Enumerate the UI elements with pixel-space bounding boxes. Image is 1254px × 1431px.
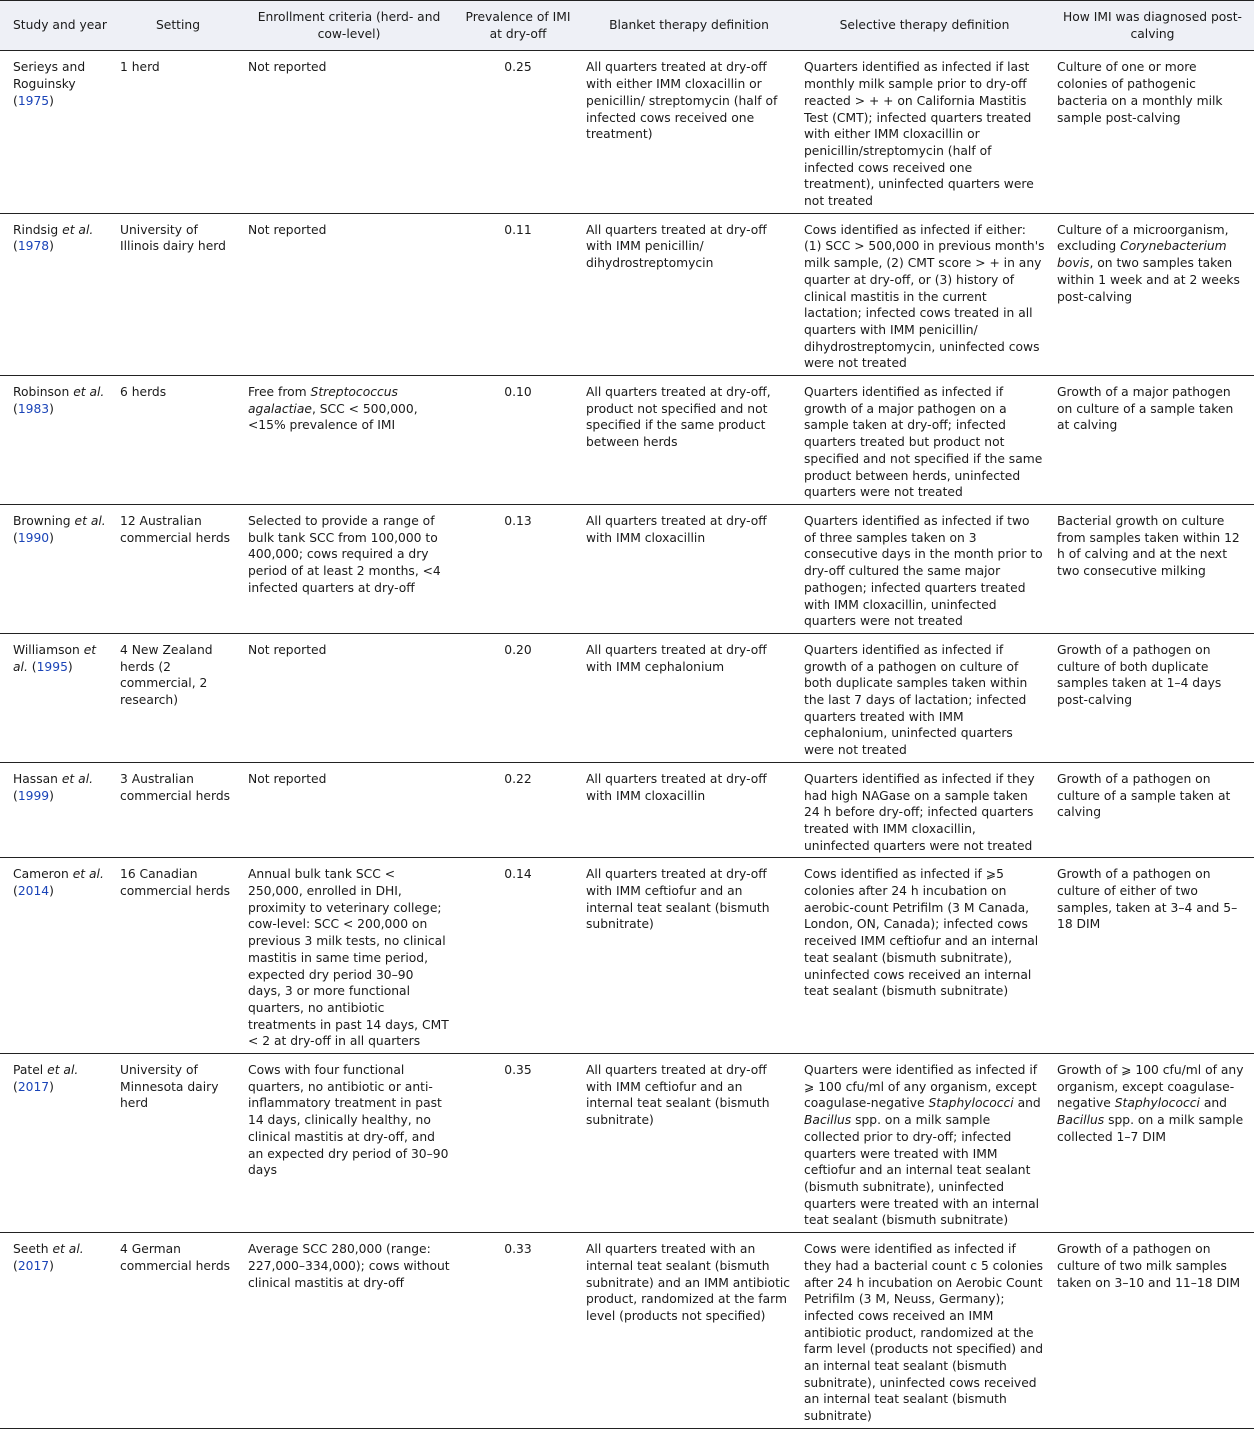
blanket-cell: All quarters treated at dry-off, product not specified and not specified if the same product between herds <box>580 376 798 505</box>
diagnosis-cell: Growth of a pathogen on culture of either of two samples, taken at 3–4 and 5–18 DIM <box>1051 858 1254 1054</box>
table-row <box>0 1233 1254 1429</box>
diagnosis-cell: Growth of a pathogen on culture of both duplicate samples taken at 1–4 days post-calving <box>1051 633 1254 762</box>
table-row <box>0 762 1254 858</box>
setting-cell: University of Minnesota dairy herd <box>114 1054 242 1233</box>
blanket-cell: All quarters treated at dry-off with IMM penicillin/ dihydrostreptomycin <box>580 213 798 375</box>
study-cell: Hassan et al. (1999) <box>0 762 114 858</box>
diagnosis-cell: Bacterial growth on culture from samples taken within 12 h of calving and at the next two consecutive milking <box>1051 504 1254 633</box>
study-cell: Cameron et al. (2014) <box>0 858 114 1054</box>
study-author: Hassan <box>13 771 58 786</box>
enrollment-cell: Not reported <box>242 213 456 375</box>
prevalence-cell: 0.14 <box>456 858 580 1054</box>
table-row <box>0 1054 1254 1233</box>
header-study: Study and year <box>0 1 114 51</box>
table-row <box>0 213 1254 375</box>
study-cell: Williamson et al. (1995) <box>0 633 114 762</box>
blanket-cell: All quarters treated at dry-off with IMM cloxacillin <box>580 504 798 633</box>
study-cell: Browning et al. (1990) <box>0 504 114 633</box>
blanket-cell: All quarters treated with an internal teat sealant (bismuth subnitrate) and an IMM antibiotic product, randomized at the farm level (products not specified) <box>580 1233 798 1429</box>
diagnosis-cell: Culture of one or more colonies of pathogenic bacteria on a monthly milk sample post-calving <box>1051 51 1254 213</box>
blanket-cell: All quarters treated at dry-off with IMM ceftiofur and an internal teat sealant (bismuth subnitrate) <box>580 1054 798 1233</box>
prevalence-cell: 0.13 <box>456 504 580 633</box>
enrollment-cell: Selected to provide a range of bulk tank SCC from 100,000 to 400,000; cows required a dry period of at least 2 months, <4 infected quarters at dry-off <box>242 504 456 633</box>
study-author: Robinson <box>13 385 70 400</box>
study-author: Browning <box>13 513 71 528</box>
diagnosis-cell: Culture of a microorganism, excluding Corynebacterium bovis, on two samples taken within 1 week and at 2 weeks post-calving <box>1051 213 1254 375</box>
setting-cell: University of Illinois dairy herd <box>114 213 242 375</box>
prevalence-cell: 0.33 <box>456 1233 580 1429</box>
selective-cell: Cows were identified as infected if they had a bacterial count c 5 colonies after 24 h incubation on Aerobic Count Petrifilm (3 M, Neuss, Germany); infected cows received an IMM antibiotic product, randomized at the farm level (products not specified) and an internal teat sealant (bismuth subnitrate), uninfected cows received an internal teat sealant (bismuth subnitrate) <box>798 1233 1051 1429</box>
setting-cell: 4 German commercial herds <box>114 1233 242 1429</box>
table-row <box>0 376 1254 505</box>
study-cell: Robinson et al. (1983) <box>0 376 114 505</box>
setting-cell: 1 herd <box>114 51 242 213</box>
blanket-cell: All quarters treated at dry-off with either IMM cloxacillin or penicillin/ streptomycin (half of infected cows received one treatment) <box>580 51 798 213</box>
enrollment-cell: Not reported <box>242 762 456 858</box>
table-row <box>0 633 1254 762</box>
table-row <box>0 51 1254 213</box>
setting-cell: 4 New Zealand herds (2 commercial, 2 research) <box>114 633 242 762</box>
selective-cell: Quarters identified as infected if growth of a pathogen on culture of both duplicate samples taken within the last 7 days of lactation; infected quarters treated with IMM cephalonium, uninfected quarters were not treated <box>798 633 1051 762</box>
header-prevalence: Prevalence of IMI at dry-off <box>456 1 580 51</box>
enrollment-cell: Average SCC 280,000 (range: 227,000–334,000); cows without clinical mastitis at dry-off <box>242 1233 456 1429</box>
blanket-cell: All quarters treated at dry-off with IMM cloxacillin <box>580 762 798 858</box>
header-diagnosis: How IMI was diagnosed post-calving <box>1051 1 1254 51</box>
selective-cell: Quarters identified as infected if they had high NAGase on a sample taken 24 h before dry-off; infected quarters treated with IMM cloxacillin, uninfected quarters were not treated <box>798 762 1051 858</box>
enrollment-cell: Cows with four functional quarters, no antibiotic or anti-inflammatory treatment in past 14 days, clinically healthy, no clinical mastitis at dry-off, and an expected dry period of 30–90 days <box>242 1054 456 1233</box>
study-year-link[interactable]: 2017 <box>17 1258 50 1273</box>
study-year-link[interactable]: 1978 <box>17 239 50 254</box>
study-cell: Patel et al. (2017) <box>0 1054 114 1233</box>
setting-cell: 12 Australian commercial herds <box>114 504 242 633</box>
study-author: Williamson <box>13 642 80 657</box>
study-cell: Seeth et al. (2017) <box>0 1233 114 1429</box>
diagnosis-cell: Growth of a pathogen on culture of a sample taken at calving <box>1051 762 1254 858</box>
prevalence-cell: 0.35 <box>456 1054 580 1233</box>
header-blanket: Blanket therapy definition <box>580 1 798 51</box>
header-selective: Selective therapy definition <box>798 1 1051 51</box>
setting-cell: 3 Australian commercial herds <box>114 762 242 858</box>
selective-cell: Cows identified as infected if ⩾5 colonies after 24 h incubation on aerobic-count Petrifilm (3 M Canada, London, ON, Canada); infected cows received IMM ceftiofur and an internal teat sealant (bismuth subnitrate), uninfected cows received an internal teat sealant (bismuth subnitrate) <box>798 858 1051 1054</box>
selective-cell: Quarters identified as infected if last monthly milk sample prior to dry-off reacted > + + on California Mastitis Test (CMT); infected quarters treated with either IMM cloxacillin or penicillin/streptomycin (half of infected cows received one treatment), uninfected quarters were not treated <box>798 51 1051 213</box>
study-year-link[interactable]: 2014 <box>17 884 50 899</box>
study-author: Patel <box>13 1063 44 1078</box>
enrollment-cell: Not reported <box>242 633 456 762</box>
prevalence-cell: 0.11 <box>456 213 580 375</box>
diagnosis-cell: Growth of a major pathogen on culture of a sample taken at calving <box>1051 376 1254 505</box>
study-author: Cameron <box>13 867 69 882</box>
enrollment-cell: Not reported <box>242 51 456 213</box>
enrollment-cell: Annual bulk tank SCC < 250,000, enrolled in DHI, proximity to veterinary college; cow-level: SCC < 200,000 on previous 3 milk tests, no clinical mastitis in same time period, expected dry period 30–90 days, 3 or more functional quarters, no antibiotic treatments in past 14 days, CMT < 2 at dry-off in all quarters <box>242 858 456 1054</box>
header-enrollment: Enrollment criteria (herd- and cow-level) <box>242 1 456 51</box>
prevalence-cell: 0.20 <box>456 633 580 762</box>
study-year-link[interactable]: 1995 <box>36 659 68 674</box>
header-setting: Setting <box>114 1 242 51</box>
enrollment-cell: Free from Streptococcus agalactiae, SCC < 500,000, <15% prevalence of IMI <box>242 376 456 505</box>
study-year-link[interactable]: 1990 <box>17 530 50 545</box>
prevalence-cell: 0.10 <box>456 376 580 505</box>
table-row <box>0 858 1254 1054</box>
setting-cell: 16 Canadian commercial herds <box>114 858 242 1054</box>
study-author: Rindsig <box>13 222 59 237</box>
study-author: Seeth <box>13 1242 49 1257</box>
study-year-link[interactable]: 1983 <box>17 401 50 416</box>
blanket-cell: All quarters treated at dry-off with IMM cephalonium <box>580 633 798 762</box>
header-row <box>0 1 1254 51</box>
study-cell: Rindsig et al. (1978) <box>0 213 114 375</box>
selective-cell: Quarters identified as infected if growth of a major pathogen on a sample taken at dry-off; infected quarters treated but product not specified and not specified if the same product between herds, uninfected quarters were not treated <box>798 376 1051 505</box>
table-row <box>0 504 1254 633</box>
study-year-link[interactable]: 1975 <box>17 93 50 108</box>
selective-cell: Quarters were identified as infected if ⩾ 100 cfu/ml of any organism, except coagulase-negative Staphylococci and Bacillus spp. on a milk sample collected prior to dry-off; infected quarters were treated with IMM ceftiofur and an internal teat sealant (bismuth subnitrate), uninfected quarters were treated with an internal teat sealant (bismuth subnitrate) <box>798 1054 1051 1233</box>
selective-cell: Cows identified as infected if either: (1) SCC > 500,000 in previous month's milk sample, (2) CMT score > + in any quarter at dry-off, or (3) history of clinical mastitis in the current lactation; infected cows treated in all quarters with IMM penicillin/ dihydrostreptomycin, uninfected cows were not treated <box>798 213 1051 375</box>
diagnosis-cell: Growth of ⩾ 100 cfu/ml of any organism, except coagulase-negative Staphylococci and Bacillus spp. on a milk sample collected 1–7 DIM <box>1051 1054 1254 1233</box>
study-year-link[interactable]: 2017 <box>17 1079 50 1094</box>
setting-cell: 6 herds <box>114 376 242 505</box>
blanket-cell: All quarters treated at dry-off with IMM ceftiofur and an internal teat sealant (bismuth subnitrate) <box>580 858 798 1054</box>
selective-cell: Quarters identified as infected if two of three samples taken on 3 consecutive days in the month prior to dry-off cultured the same major pathogen; infected quarters treated with IMM cloxacillin, uninfected quarters were not treated <box>798 504 1051 633</box>
prevalence-cell: 0.25 <box>456 51 580 213</box>
diagnosis-cell: Growth of a pathogen on culture of two milk samples taken on 3–10 and 11–18 DIM <box>1051 1233 1254 1429</box>
study-year-link[interactable]: 1999 <box>17 788 50 803</box>
study-cell: Serieys and Roguinsky (1975) <box>0 51 114 213</box>
study-author: Serieys and Roguinsky <box>13 60 86 92</box>
prevalence-cell: 0.22 <box>456 762 580 858</box>
